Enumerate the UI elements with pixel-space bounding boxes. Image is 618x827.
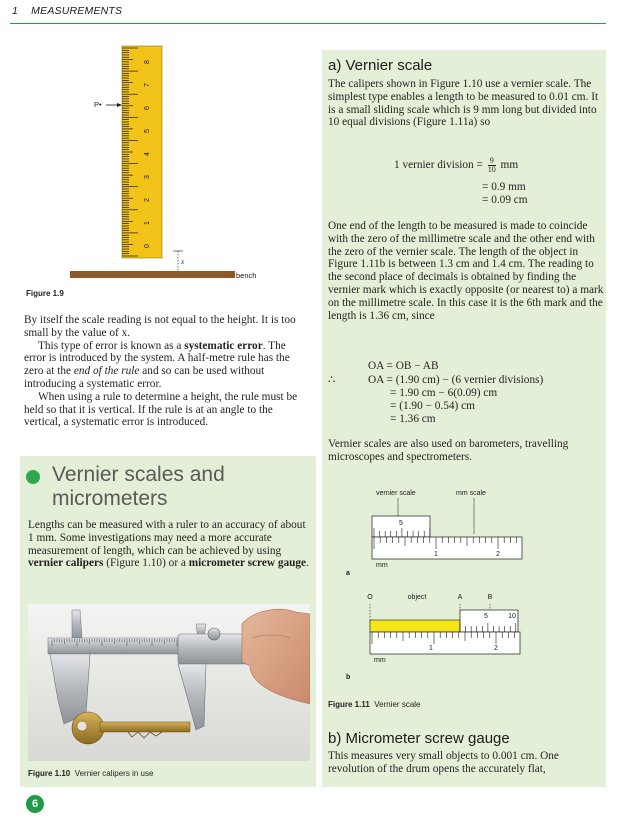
section-title: Vernier scales and micrometers (52, 463, 225, 510)
calc-line-4: = (1.90 − 0.54) cm (390, 400, 475, 412)
ruler-number-6: 6 (144, 106, 151, 110)
ruler-number-2: 2 (144, 198, 151, 202)
vernier-intro-paragraph: Lengths can be measured with a ruler to an accuracy of about 1 mm. Some investigations may need a more accurate measurement of length, which can be achieved by using vernier calipers (Figure 1.10) or a micrometer screw gauge. (28, 519, 309, 570)
x-label: x (181, 258, 185, 266)
label-O: O (367, 594, 373, 601)
mm-unit-a: mm (376, 562, 388, 569)
main-label-2-b: 2 (494, 645, 498, 652)
figure-1-11 (322, 482, 606, 712)
main-label-2-a: 2 (496, 551, 500, 558)
calc-line-5: = 1.36 cm (390, 413, 436, 425)
ruler-number-3: 3 (144, 175, 151, 179)
point-p-label: P• (94, 100, 102, 109)
vernier-label-10-b: 10 (508, 613, 516, 620)
left-text-block (24, 314, 306, 429)
term-systematic-error: systematic error (184, 339, 263, 352)
section-a-paragraph-2: One end of the length to be measured is made to coincide with the zero of the millimetre scale and the other end with the zero of the vernier scale. The length of the object in Figure 1.11b is between 1.3 cm and 1.4 cm. The reading to the second place of decimals is obtained by finding the vernier mark which is exactly opposite (or nearest to) a mark on the millimetre scale. In this case it is the 6th mark and the length is 1.36 cm, since (328, 220, 604, 322)
ruler-number-0: 0 (144, 244, 151, 248)
term-micrometer: micrometer screw gauge (188, 557, 307, 570)
page-number: 6 (26, 795, 44, 813)
main-label-1-a: 1 (434, 551, 438, 558)
bench (70, 271, 235, 278)
bench-label: bench (236, 271, 257, 280)
label-object: object (407, 594, 427, 601)
vernier-label-5-a: 5 (399, 520, 403, 527)
left-paragraph-3: When using a rule to determine a height, the rule must be held so that it is vertical. If the rule is at an angle to the vertical, a systematic error is introduced. (24, 390, 298, 429)
label-mm-scale: mm scale (456, 490, 486, 497)
label-B: B (487, 594, 493, 601)
ruler-number-8: 8 (144, 60, 151, 64)
upper-jaw-fixed (72, 610, 82, 638)
vernier-section-panel (20, 456, 316, 787)
section-a-title: a) Vernier scale (328, 57, 433, 74)
equation-vernier-division: 1 vernier division = $\frac{9}{10}$ mm (394, 156, 519, 174)
chapter-title: MEASUREMENTS (31, 5, 123, 17)
calc-line-1: OA = OB − AB (368, 360, 439, 372)
vernier-label-5-b: 5 (484, 613, 488, 620)
object-bar (370, 620, 460, 632)
figure-1-11-caption: Figure 1.11 Vernier scale (328, 700, 421, 709)
main-label-1-b: 1 (429, 645, 433, 652)
header-rule (10, 23, 606, 24)
chapter-number: 1 (12, 5, 19, 17)
calc-line-2: OA = (1.90 cm) − (6 vernier divisions) (368, 374, 544, 386)
fraction-9-10: $\frac{9}{10}$ (487, 156, 496, 174)
locking-screw (208, 628, 220, 640)
ruler-number-1: 1 (144, 221, 151, 225)
figure-1-9-caption: Figure 1.9 (26, 289, 64, 298)
section-a-paragraph-1: The calipers shown in Figure 1.10 use a vernier scale. The simplest type enables a length to be measured to 0.01 cm. It is a small sliding scale which is 9 mm long but divided into 10 equal divisions (Figure 1.11a) so (328, 78, 599, 129)
equation-0-9mm: = 0.9 mm (482, 181, 526, 193)
left-paragraph-2: This type of error is known as a systematic error. The error is introduced by the system. A half-metre rule has the zero at the end of the rule and so can be used without introducing a systematic error. (24, 339, 290, 390)
ruler-number-4: 4 (144, 152, 151, 156)
figure-1-10-photo (28, 604, 310, 761)
term-vernier-calipers: vernier calipers (28, 557, 104, 570)
emph-end-of-rule: end of the rule (73, 365, 140, 378)
section-b-paragraph-1: This measures very small objects to 0.001 cm. One revolution of the drum opens the accurately flat, (328, 750, 559, 775)
mm-unit-b: mm (374, 657, 386, 664)
ruler-number-5: 5 (144, 129, 151, 133)
right-column-panel (322, 50, 606, 787)
ruler-number-7: 7 (144, 83, 151, 87)
left-paragraph-1: By itself the scale reading is not equal to the height. It is too small by the value of x. (24, 314, 296, 339)
section-a-paragraph-3: Vernier scales are also used on barometers, travelling microscopes and spectrometers. (328, 438, 569, 463)
section-b-title: b) Micrometer screw gauge (328, 730, 510, 747)
equation-0-09cm: = 0.09 cm (482, 194, 528, 206)
therefore-symbol: ∴ (328, 374, 336, 386)
figure-a-letter: a (346, 570, 350, 577)
label-vernier-scale: vernier scale (376, 490, 416, 497)
figure-1-10-caption: Figure 1.10 Vernier calipers in use (28, 769, 154, 778)
figure-1-9 (60, 38, 260, 283)
calc-line-3: = 1.90 cm − 6(0.09) cm (390, 387, 498, 399)
label-A: A (457, 594, 463, 601)
running-header (12, 5, 122, 17)
figure-b-letter: b (346, 674, 351, 681)
section-bullet (26, 470, 40, 484)
